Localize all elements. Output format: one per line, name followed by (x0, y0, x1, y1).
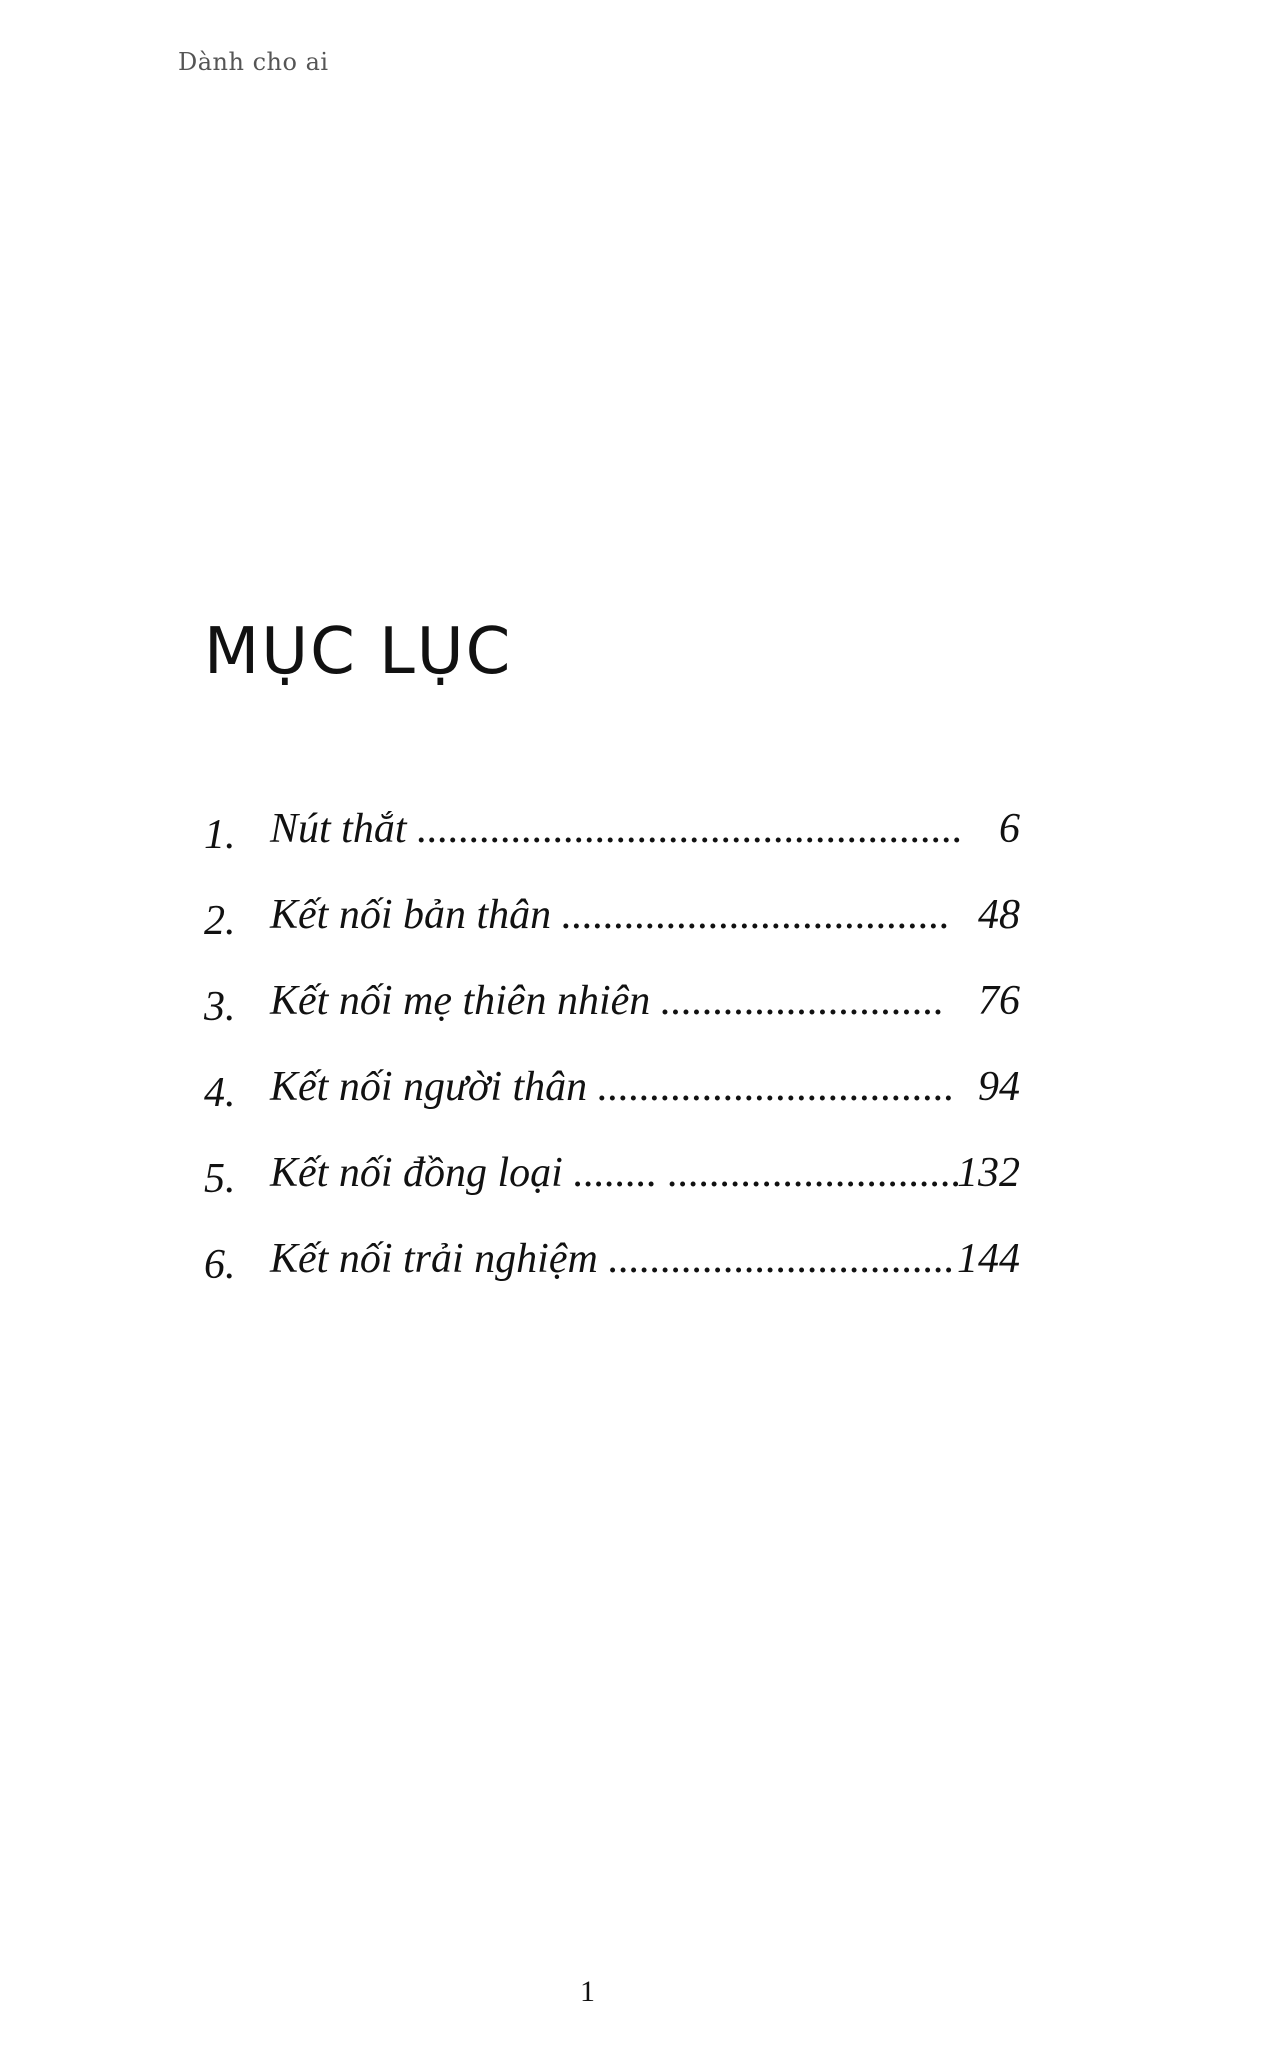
toc-entry-label: Kết nối bản thân ..................................... (270, 892, 951, 938)
toc-entry-label: Kết nối người thân .................................. (270, 1064, 955, 1110)
running-header: Dành cho ai (178, 48, 329, 76)
toc-entry (204, 1149, 1024, 1235)
toc-entry-label: Kết nối mẹ thiên nhiên ........................... (270, 978, 945, 1024)
toc-entry-number: 1. (204, 812, 236, 858)
toc-entry-page: 132 (957, 1150, 1020, 1196)
toc-entry-page: 94 (978, 1064, 1020, 1110)
toc-entry (204, 1063, 1024, 1149)
toc-entry-label: Nút thắt .................................................... (270, 806, 964, 852)
toc-entry-number: 2. (204, 898, 236, 944)
toc-entry (204, 977, 1024, 1063)
toc-list (204, 805, 1024, 1321)
toc-entry (204, 805, 1024, 891)
toc-entry-number: 4. (204, 1070, 236, 1116)
toc-entry-label: Kết nối trải nghiệm ................................. (270, 1236, 955, 1282)
toc-entry-number: 5. (204, 1156, 236, 1202)
toc-title: MỤC LỤC (204, 615, 513, 689)
toc-entry-label: Kết nối đồng loại ........ ............................ (270, 1150, 962, 1196)
toc-entry (204, 891, 1024, 977)
page-number: 1 (580, 1975, 595, 2008)
toc-entry-page: 76 (978, 978, 1020, 1024)
toc-entry-page: 6 (999, 806, 1020, 852)
toc-entry (204, 1235, 1024, 1321)
toc-entry-number: 3. (204, 984, 236, 1030)
toc-entry-number: 6. (204, 1242, 236, 1288)
toc-entry-page: 144 (957, 1236, 1020, 1282)
toc-entry-page: 48 (978, 892, 1020, 938)
